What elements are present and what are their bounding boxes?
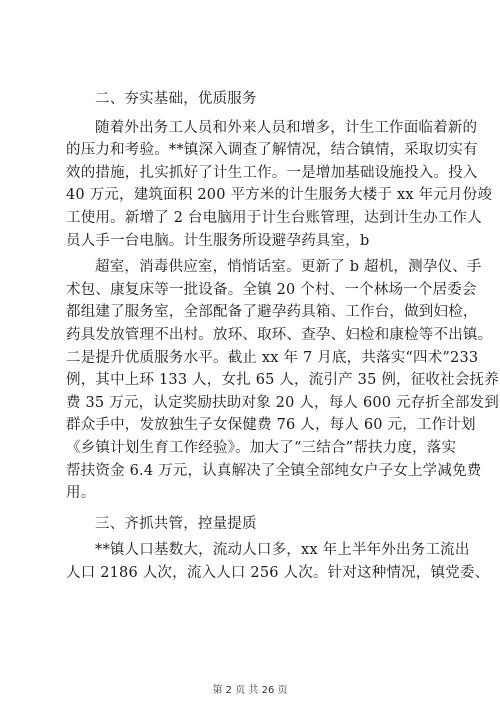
paragraph-line: 群众手中，发放独生子女保健费 76 人，每人 60 元，工作计划 xyxy=(66,417,476,434)
paragraph-line: 超室，消毒供应室，悄悄话室。更新了 b 超机，测孕仪、手 xyxy=(95,259,482,276)
paragraph-1 xyxy=(66,117,493,253)
paragraph-line: 效的措施，扎实抓好了计生工作。一是增加基础设施投入。投入 xyxy=(66,164,478,181)
paragraph-line: 药具发放管理不出村。放环、取环、查孕、妇检和康检等不出镇。 xyxy=(66,326,493,343)
paragraph-2 xyxy=(66,256,499,505)
paragraph-line: 《乡镇计划生育工作经验》。加大了“三结合”帮扶力度，落实 xyxy=(66,439,457,456)
paragraph-line: 随着外出务工人员和外来人员和增多，计生工作面临着新的 xyxy=(95,119,478,136)
document-body xyxy=(66,88,499,584)
paragraph-line: **镇人口基数大，流动人口多，xx 年上半年外出务工流出 xyxy=(95,542,470,559)
paragraph-line: 工使用。新增了 2 台电脑用于计生台账管理，达到计生办工作人 xyxy=(66,209,482,226)
paragraph-line: 40 万元，建筑面积 200 平方米的计生服务大楼于 xx 年元月份竣 xyxy=(66,187,493,204)
paragraph-line: 例，其中上环 133 人，女扎 65 人，流引产 35 例，征收社会抚养 xyxy=(66,372,499,389)
paragraph-line: 人口 2186 人次，流入人口 256 人次。针对这种情况，镇党委、 xyxy=(66,564,490,581)
section-heading: 二、夯实基础，优质服务 xyxy=(95,91,257,107)
paragraph-line: 的压力和考验。**镇深入调查了解情况，结合镇情，采取切实有 xyxy=(66,142,478,159)
paragraph-line: 费 35 万元，认定奖励扶助对象 20 人，每人 600 元存折全部发到 xyxy=(66,394,499,411)
page-footer xyxy=(0,681,500,696)
paragraph-line: 都组建了服务室，全部配备了避孕药具箱、工作台，做到妇检， xyxy=(66,304,478,321)
paragraph-line: 术包、康复床等一批设备。全镇 20 个村、一个林场一个居委会 xyxy=(66,281,477,298)
paragraph-line: 帮扶资金 6.4 万元，认真解决了全镇全部纯女户子女上学减免费 xyxy=(66,462,482,479)
paragraph-3 xyxy=(66,539,490,584)
paragraph-line: 用。 xyxy=(66,485,96,502)
section-heading: 三、齐抓共管，控量提质 xyxy=(95,515,257,532)
paragraph-line: 二是提升优质服务水平。截止 xx 年 7 月底，共落实“四术”233 xyxy=(66,349,479,366)
paragraph-line: 员人手一台电脑。计生服务所设避孕药具室，b xyxy=(66,232,370,249)
page-number: 第 2 页 共 26 页 xyxy=(212,685,288,696)
